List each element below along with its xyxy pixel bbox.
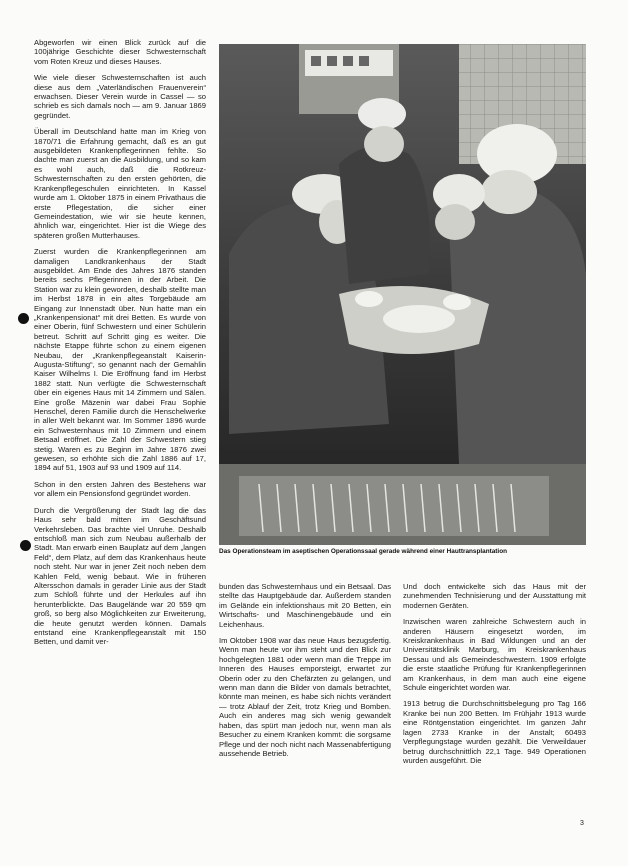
photo-caption: Das Operationsteam im aseptischen Operationssaal gerade während einer Hauttransplantation [219, 548, 508, 555]
paragraph: Abgeworfen wir einen Blick zurück auf die 100jährige Geschichte dieser Schwesternschaft vom Roten Kreuz und dieses Hauses. [34, 38, 206, 66]
paragraph: bunden das Schwesternhaus und ein Betsaal. Das stellte das Hauptgebäude dar. Außerdem standen im Gelände ein infektionshaus mit 20 Betten, ein Wirtschafts- und Maschinengebäude und ein Leichenhaus. [219, 582, 391, 629]
paragraph: Zuerst wurden die Krankenpflegerinnen am damaligen Landkrankenhaus der Stadt ausgebildet. Am Ende des Jahres 1876 standen bereits sechs Pflegerinnen in der Arbeit. Die Station war zu klein geworden, deshalb stellte man im Herbst 1878 in ein altes Torgebäude am Eingang zur Innenstadt über. Nun hatte man ein „Krankenpensionat“ mit drei Betten. Es wurde von einer Oberin, fünf Schwestern und einer Schülerin betreut. Schritt auf Schritt ging es weiter. Die nächste Etappe führte schon zu einem eigenen Neubau, der „Krankenpflegeanstalt Kaiserin-Augusta-Stiftung“, so genannt nach der Gemahlin Kaiser Wilhelms I. Die Eröffnung fand im Herbst 1882 statt. Nun verfügte die Schwesternschaft über ein eigenes Haus mit 14 Zimmern und Sälen. Eine große Mäzenin war dabei Frau Sophie Henschel, deren Familie durch die Henschelwerke in aller Welt bekannt war. Im Sommer 1896 wurde ein Schwesternhaus mit 10 Zimmern und einem Betsaal eröffnet. Die Zahl der Schwestern stieg stetig. Waren es zu Beginn im Jahre 1876 zwei gewesen, so erhöhte sich die Zahl 1886 auf 17, 1894 auf 51, 1903 auf 93 und 1909 auf 114. [34, 247, 206, 473]
right-text-column [403, 582, 586, 772]
paragraph: 1913 betrug die Durchschnittsbelegung pro Tag 166 Kranke bei nun 200 Betten. Im Frühjahr 1913 wurde eine Röntgenstation eingerichtet. Im ganzen Jahr lagen 2733 Kranke in der Anstalt; 60493 Verpflegungstage wurden gezählt. Die Verweildauer betrug durchschnittlich 22,1 Tage. 949 Operationen wurden ausgeführt. Die [403, 699, 586, 765]
operating-room-photo [219, 44, 586, 545]
paragraph: Schon in den ersten Jahren des Bestehens war vor allem ein Pensionsfond gegründet worden. [34, 479, 206, 499]
middle-text-column [219, 582, 391, 765]
paragraph: Und doch entwickelte sich das Haus mit der zunehmenden Technisierung und der Ausstattung mit modernen Geräten. [403, 582, 586, 610]
left-text-column [34, 38, 206, 654]
paragraph: Im Oktober 1908 war das neue Haus bezugsfertig. Wenn man heute vor ihm steht und den Blick zur hochgelegten 1881 oder wenn man die Treppe im Inneren des Hauses emporsteigt, erwartet zur Oberin oder zu den Chefärzten zu gelangen, und wenn man dann die Bilder von damals betrachtet, könnte man meinen, es habe sich nichts verändert — trotz Ablauf der Zeit, trotz Krieg und Bomben. Auch ein anderes mag sich wenig gewandelt haben, das spürt man jedoch nur, wenn man als Besucher zu einem Kranken kommt: die sorgsame Pflege und der noch nicht nach Massenabfertigung aussehende Betrieb. [219, 636, 391, 758]
page-number: 3 [580, 820, 584, 827]
punch-hole [20, 540, 31, 551]
paragraph: Inzwischen waren zahlreiche Schwestern auch in anderen Häusern eingesetzt worden, im Kreiskrankenhaus in Bad Wildungen und an der Universitätsklinik Marburg, im Kreiskrankenhaus Dessau und als Gemeindeschwestern. 1909 erfolgte die erste staatliche Prüfung für Krankenpflegerinnen am Krankenhaus, in dem man auch eine eigene Schule eingerichtet worden war. [403, 617, 586, 693]
punch-hole [18, 313, 29, 324]
paragraph: Überall im Deutschland hatte man im Krieg von 1870/71 die Erfahrung gemacht, daß es an gut ausgebildeten Krankenpflegerinnen fehlte. So dachte man zuerst an die Ausbildung, und so kam es wohl auch, daß die Rotkreuz-Schwesternschaften zu den ersten gehörten, die Krankenpflegeschulen einrichteten. In Kassel wurde am 1. Oktober 1875 in einem Privathaus die erste Pflegestation, die sicher einer Gemeindestation, wie wir sie heute kennen, ähnlich war, eingerichtet. Hier ist die Wiege des späteren großen Mutterhauses. [34, 127, 206, 240]
paragraph: Durch die Vergrößerung der Stadt lag die das Haus sehr bald mitten im Geschäftsund Verkehrsleben. Das brachte viel Unruhe. Deshalb entschloß man sich zum Neubau außerhalb der Stadt. Man erwarb einen Bauplatz auf dem „langen Feld“, dem Platz, auf dem das Krankenhaus heute noch steht. Nur war in jener Zeit noch neben dem Kahlen Feld, wenig bebaut. Wie in früheren Altersschon damals in gerader Linie aus der Stadt zum Schloß führte und der Herkules auf ihn herunterblickte. Das Baugelände war 20 559 qm groß, so berg also Möglichkeiten zur Erweiterung, die heute genutzt werden können. Damals entstand eine Krankenpflegeanstalt mit 150 Betten, und damit ver- [34, 505, 206, 647]
paragraph: Wie viele dieser Schwesternschaften ist auch diese aus dem „Vaterländischen Frauenverein“ erwachsen. Dieser Verein wurde in Cassel — so schrieb es sich damals noch — am 9. Januar 1869 gegründet. [34, 73, 206, 120]
